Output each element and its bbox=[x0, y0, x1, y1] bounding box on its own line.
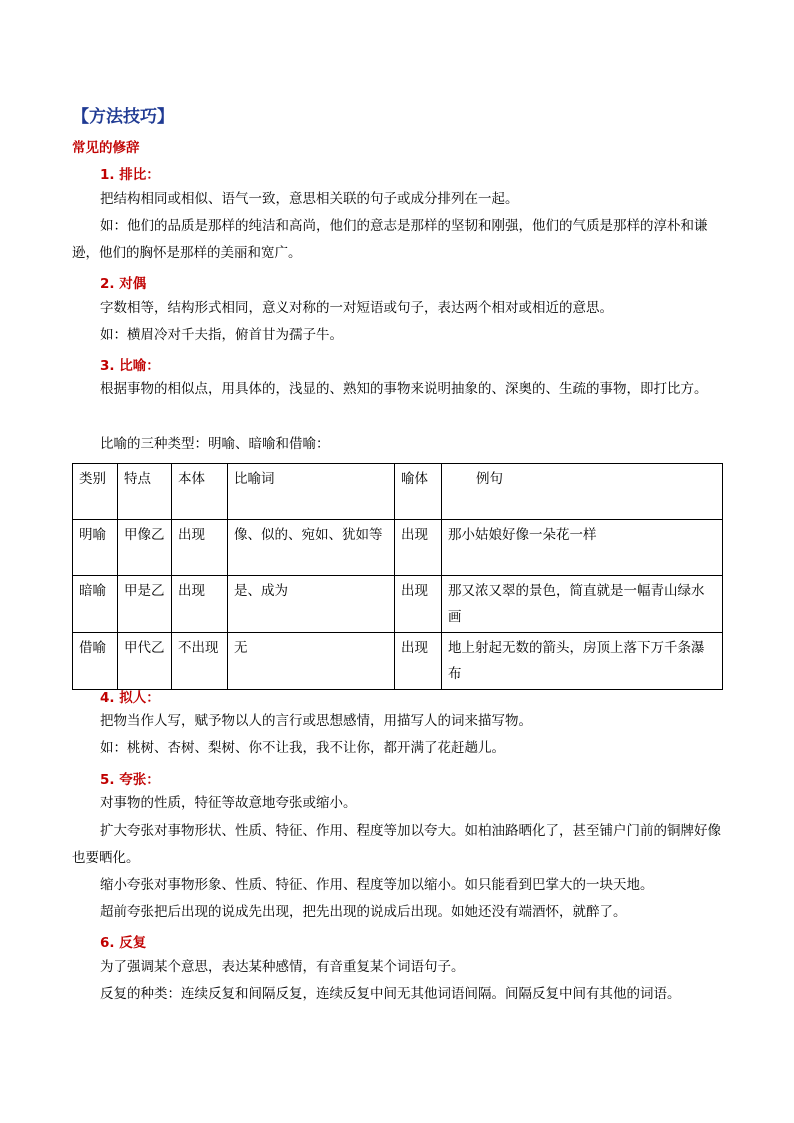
table-header-cell: 比喻词 bbox=[228, 464, 395, 520]
table-header-row bbox=[73, 464, 723, 520]
table-header-cell: 类别 bbox=[73, 464, 118, 520]
table-cell: 出现 bbox=[395, 520, 442, 576]
heading-repetition: 6. 反复 bbox=[100, 935, 147, 951]
table-cell: 出现 bbox=[172, 520, 228, 576]
table-cell: 甲代乙 bbox=[118, 633, 172, 690]
paragraph: 超前夸张把后出现的说成先出现，把先出现的说成后出现。如她还没有端酒怀，就醉了。 bbox=[100, 904, 627, 920]
table-cell: 借喻 bbox=[73, 633, 118, 690]
paragraph: 把结构相同或相似、语气一致，意思相关联的句子或成分排列在一起。 bbox=[100, 191, 519, 207]
table-cell: 出现 bbox=[395, 633, 442, 690]
table-cell: 那又浓又翠的景色，简直就是一幅青山绿水画 bbox=[442, 576, 723, 633]
paragraph: 字数相等，结构形式相同，意义对称的一对短语或句子，表达两个相对或相近的意思。 bbox=[100, 300, 613, 316]
paragraph: 对事物的性质，特征等故意地夸张或缩小。 bbox=[100, 795, 357, 811]
heading-personification: 4. 拟人： bbox=[100, 690, 160, 706]
heading-metaphor: 3. 比喻： bbox=[100, 358, 160, 374]
table-cell: 出现 bbox=[395, 576, 442, 633]
paragraph: 根据事物的相似点，用具体的，浅显的、熟知的事物来说明抽象的、深奥的、生疏的事物，即打比方。 bbox=[100, 381, 708, 397]
table-cell: 甲是乙 bbox=[118, 576, 172, 633]
paragraph: 为了强调某个意思，表达某种感情，有音重复某个词语句子。 bbox=[100, 959, 465, 975]
paragraph: 比喻的三种类型：明喻、暗喻和借喻： bbox=[100, 436, 330, 452]
table-header-cell: 例句 bbox=[442, 464, 723, 520]
subtitle: 常见的修辞 bbox=[72, 140, 140, 156]
table-cell: 出现 bbox=[172, 576, 228, 633]
table-row bbox=[73, 520, 723, 576]
table-header-cell: 特点 bbox=[118, 464, 172, 520]
paragraph: 缩小夸张对事物形象、性质、特征、作用、程度等加以缩小。如只能看到巴掌大的一块天地。 bbox=[100, 877, 654, 893]
heading-hyperbole: 5. 夸张： bbox=[100, 772, 160, 788]
paragraph: 把物当作人写，赋予物以人的言行或思想感情，用描写人的词来描写物。 bbox=[100, 713, 532, 729]
table-row bbox=[73, 576, 723, 633]
paragraph: 反复的种类：连续反复和间隔反复，连续反复中间无其他词语间隔。间隔反复中间有其他的词语。 bbox=[100, 986, 681, 1002]
table-cell: 无 bbox=[228, 633, 395, 690]
table-cell: 像、似的、宛如、犹如等 bbox=[228, 520, 395, 576]
table-cell: 明喻 bbox=[73, 520, 118, 576]
metaphor-types-table bbox=[72, 463, 723, 690]
table-cell: 是、成为 bbox=[228, 576, 395, 633]
table-header-cell: 本体 bbox=[172, 464, 228, 520]
table-header-cell: 喻体 bbox=[395, 464, 442, 520]
section-title: 【方法技巧】 bbox=[72, 107, 174, 127]
table-cell: 不出现 bbox=[172, 633, 228, 690]
example-paragraph: 如：横眉冷对千夫指，俯首甘为孺子牛。 bbox=[100, 327, 343, 343]
example-paragraph: 如：他们的品质是那样的纯洁和高尚，他们的意志是那样的坚韧和刚强，他们的气质是那样的淳朴和谦逊，他们的胸怀是那样的美丽和宽广。 bbox=[72, 218, 708, 261]
heading-antithesis: 2. 对偶 bbox=[100, 276, 147, 292]
table-cell: 暗喻 bbox=[73, 576, 118, 633]
example-paragraph: 如：桃树、杏树、梨树、你不让我，我不让你，都开满了花赶趟儿。 bbox=[100, 740, 505, 756]
table-row bbox=[73, 633, 723, 690]
table-cell: 甲像乙 bbox=[118, 520, 172, 576]
heading-parallelism: 1. 排比： bbox=[100, 167, 160, 183]
table-cell: 地上射起无数的箭头，房顶上落下万千条瀑布 bbox=[442, 633, 723, 690]
table-cell: 那小姑娘好像一朵花一样 bbox=[442, 520, 723, 576]
paragraph: 扩大夸张对事物形状、性质、特征、作用、程度等加以夸大。如柏油路晒化了，甚至铺户门前的铜牌好像也要晒化。 bbox=[72, 823, 721, 866]
